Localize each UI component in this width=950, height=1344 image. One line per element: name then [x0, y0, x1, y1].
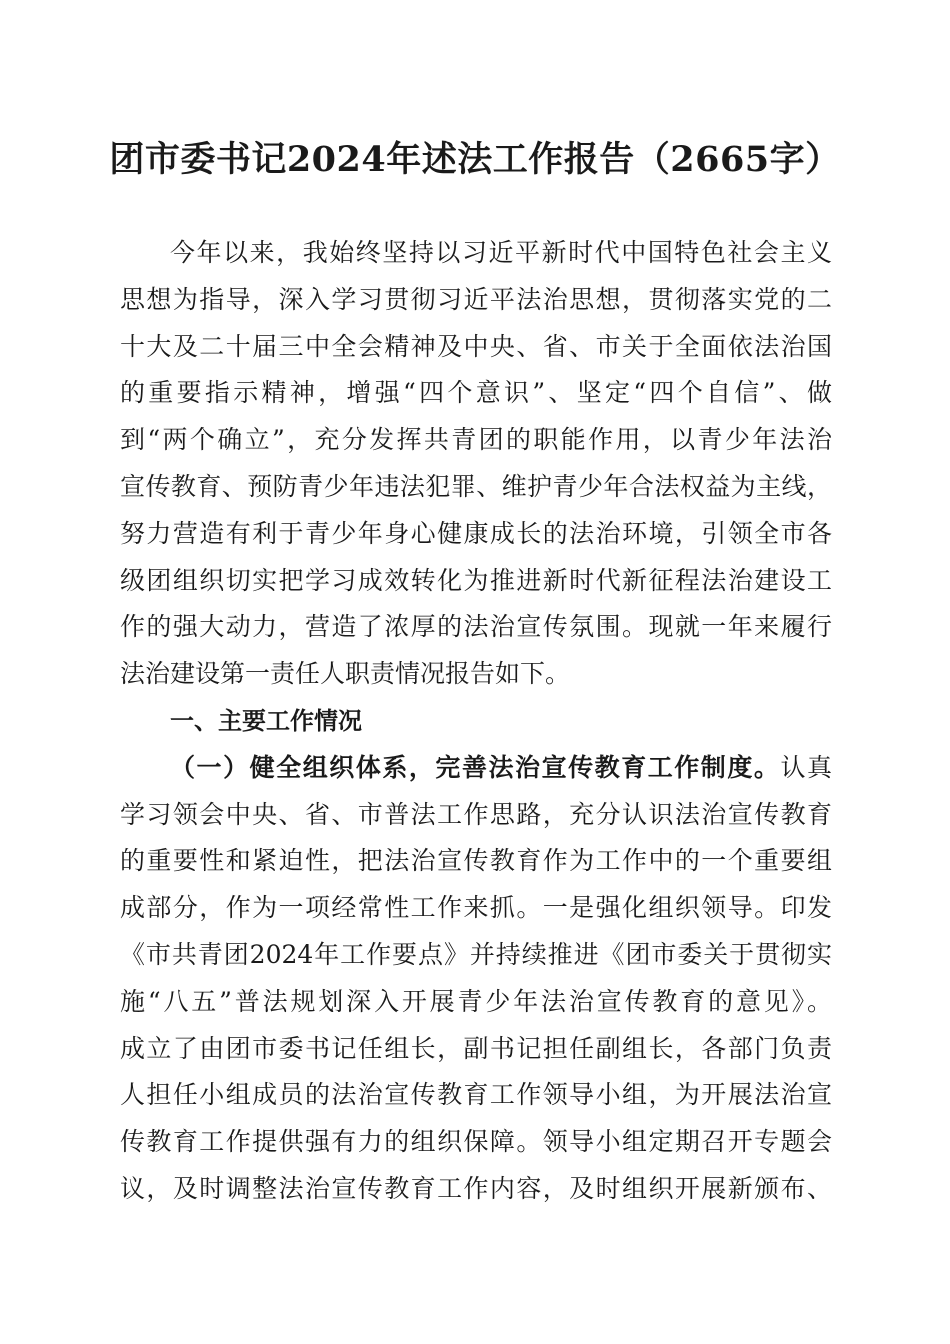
paragraph-line: 的重要指示精神，增强“四个意识”、坚定“四个自信”、做: [120, 378, 832, 408]
paragraph-line: 十大及二十届三中全会精神及中央、省、市关于全面依法治国: [120, 331, 832, 361]
paragraph-line: 施“八五”普法规划深入开展青少年法治宣传教育的意见》。: [120, 986, 832, 1016]
paragraph-line: 作的强大动力，营造了浓厚的法治宣传氛围。现就一年来履行: [120, 612, 832, 642]
paragraph-line: 成立了由团市委书记任组长，副书记担任副组长，各部门负责: [120, 1033, 832, 1063]
paragraph-line: 人担任小组成员的法治宣传教育工作领导小组，为开展法治宣: [120, 1080, 832, 1110]
section-heading: 一、主要工作情况: [170, 706, 362, 735]
paragraph-line: 努力营造有利于青少年身心健康成长的法治环境，引领全市各: [120, 518, 832, 548]
subsection-first-line: [120, 745, 832, 792]
paragraph-line: 议，及时调整法治宣传教育工作内容，及时组织开展新颁布、: [120, 1173, 832, 1203]
paragraph-line: 宣传教育、预防青少年违法犯罪、维护青少年合法权益为主线，: [120, 471, 832, 501]
document-body: [120, 230, 832, 1213]
paragraph-line: 成部分，作为一项经常性工作来抓。一是强化组织领导。印发: [120, 893, 832, 923]
subsection-first-line-tail: 认真: [780, 752, 832, 782]
paragraph-line: 到“两个确立”，充分发挥共青团的职能作用，以青少年法治: [120, 425, 832, 455]
paragraph-line: 学习领会中央、省、市普法工作思路，充分认识法治宣传教育: [120, 799, 832, 829]
paragraph-line: 思想为指导，深入学习贯彻习近平法治思想，贯彻落实党的二: [120, 284, 832, 314]
paragraph-line: 《市共青团2024年工作要点》并持续推进《团市委关于贯彻实: [120, 939, 832, 969]
document-title: 团市委书记2024年述法工作报告（2665字）: [109, 139, 841, 180]
paragraph-line: 今年以来，我始终坚持以习近平新时代中国特色社会主义: [170, 238, 832, 267]
subsection-heading: （一）健全组织体系，完善法治宣传教育工作制度。: [170, 752, 781, 782]
paragraph-line: 传教育工作提供强有力的组织保障。领导小组定期召开专题会: [120, 1127, 832, 1157]
paragraph-line: 法治建设第一责任人职责情况报告如下。: [120, 659, 571, 689]
paragraph-line: 级团组织切实把学习成效转化为推进新时代新征程法治建设工: [120, 565, 832, 595]
paragraph-line: 的重要性和紧迫性，把法治宣传教育作为工作中的一个重要组: [120, 846, 832, 876]
